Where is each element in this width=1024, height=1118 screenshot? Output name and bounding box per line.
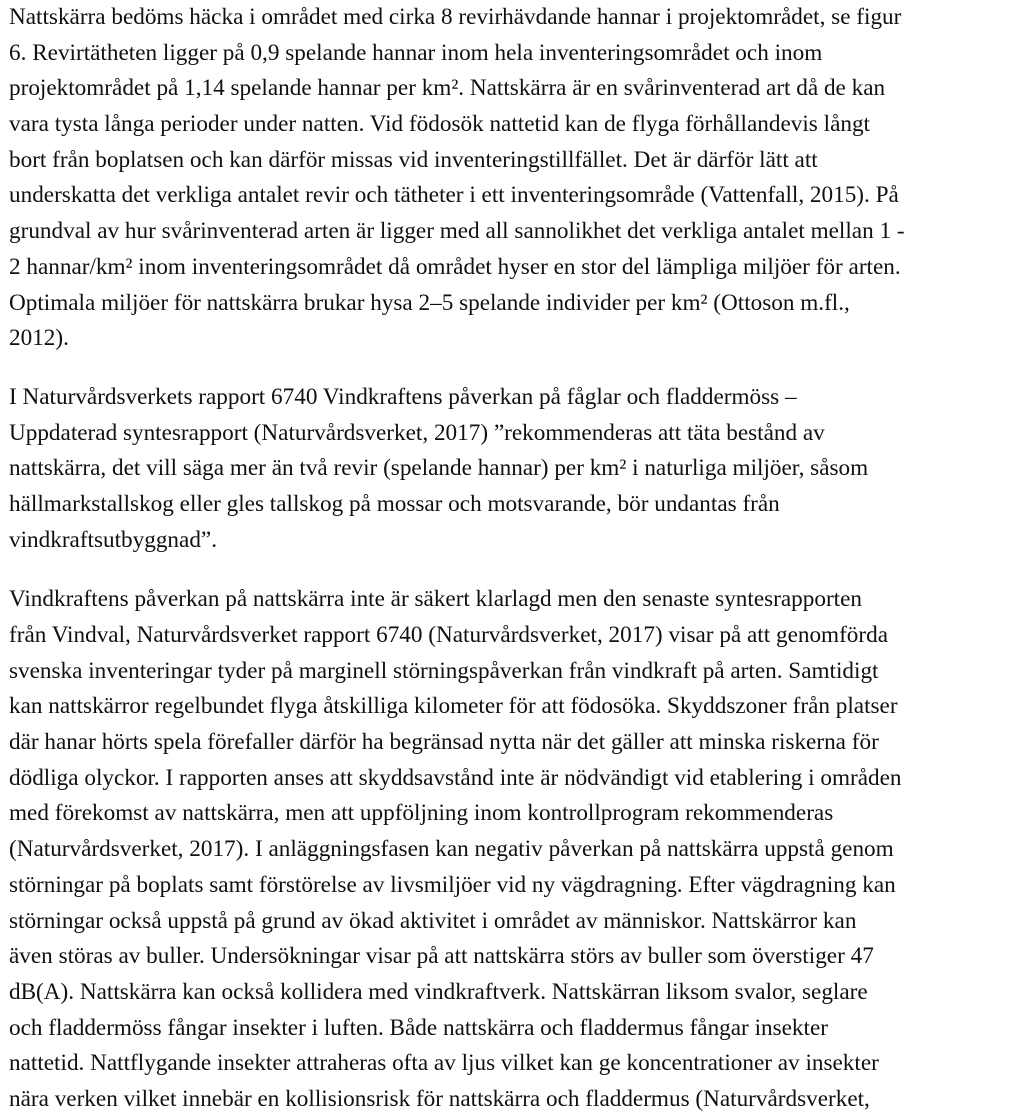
text-line: Vindkraftens påverkan på nattskärra inte är säkert klarlagd men den senaste syntesrapporten [9,586,862,613]
text-line: från Vindval, Naturvårdsverket rapport 6740 (Naturvårdsverket, 2017) visar på att genomförda [9,622,889,648]
paragraph-naturvardsverket-report [9,380,1017,558]
text-line: 2012). [9,325,69,352]
text-line: grundval av hur svårinventerad arten är ligger med all sannolikhet det verkliga antalet mellan 1 - [9,218,905,245]
text-line: även störas av buller. Undersökningar visar på att nattskärra störs av buller som överstiger 47 [9,943,874,970]
text-line: (Naturvårdsverket, 2017). I anläggningsfasen kan negativ påverkan på nattskärra uppstå genom [9,836,894,863]
text-line: med förekomst av nattskärra, men att uppföljning inom kontrollprogram rekommenderas [9,800,834,827]
text-line: bort från boplatsen och kan därför missas vid inventeringstillfället. Det är därför lätt att [9,146,818,173]
text-line: underskatta det verkliga antalet revir och tätheter i ett inventeringsområde (Vattenfall, 2015). På [9,182,899,209]
text-line: kan nattskärror regelbundet flyga åtskilliga kilometer för att födosöka. Skyddszoner från platser [9,693,898,720]
text-line: projektområdet på 1,14 spelande hannar per km². Nattskärra är en svårinventerad art då de kan [9,75,886,102]
text-line: 6. Revirtätheten ligger på 0,9 spelande hannar inom hela inventeringsområdet och inom [9,39,823,66]
paragraph-wind-power-impact [9,582,1017,1117]
text-line: där hanar hörts spela förefaller därför ha begränsad nytta när det gäller att minska riskerna för [9,729,879,756]
text-line: I Naturvårdsverkets rapport 6740 Vindkraftens påverkan på fåglar och fladdermöss – [9,383,797,410]
paragraph-spacer [9,558,1017,582]
text-line: hällmarkstallskog eller gles tallskog på mossar och motsvarande, bör undantas från [9,490,780,517]
text-line: störningar också uppstå på grund av ökad aktivitet i området av människor. Nattskärror kan [9,907,857,934]
paragraph-nattskarra-density [9,0,1017,357]
text-line: nattskärra, det vill säga mer än två revir (spelande hannar) per km² i naturliga miljöer, såsom [9,455,869,482]
text-line: dB(A). Nattskärra kan också kollidera med vindkraftverk. Nattskärran liksom svalor, seglare [9,978,868,1005]
text-line: störningar på boplats samt förstörelse av livsmiljöer vid ny vägdragning. Efter vägdragning kan [9,871,896,898]
text-line: vara tysta långa perioder under natten. Vid födosök nattetid kan de flyga förhållandevis långt [9,111,870,138]
text-line: vindkraftsutbyggnad”. [9,526,217,553]
text-line: och fladdermöss fångar insekter i luften. Både nattskärra och fladdermus fångar insekter [9,1014,828,1041]
text-line: Uppdaterad syntesrapport (Naturvårdsverket, 2017) ”rekommenderas att täta bestånd av [9,419,825,446]
text-line: svenska inventeringar tyder på marginell störningspåverkan från vindkraft på arten. Samtidigt [9,657,879,684]
text-line: Optimala miljöer för nattskärra brukar hysa 2–5 spelande individer per km² (Ottoson m.fl., [9,289,850,316]
paragraph-spacer [9,357,1017,380]
text-line: 2 hannar/km² inom inventeringsområdet då området hyser en stor del lämpliga miljöer för arten. [9,253,901,280]
text-line: nattetid. Nattflygande insekter attraheras ofta av ljus vilket kan ge koncentrationer av insekter [9,1050,879,1077]
text-line: Nattskärra bedöms häcka i området med cirka 8 revirhävdande hannar i projektområdet, se figur [9,4,902,30]
text-line: nära verken vilket innebär en kollisionsrisk för nattskärra och fladdermus (Naturvårdsverket, [9,1085,870,1112]
text-line: dödliga olyckor. I rapporten anses att skyddsavstånd inte är nödvändigt vid etablering i områden [9,764,902,791]
document-page [9,0,1017,1118]
